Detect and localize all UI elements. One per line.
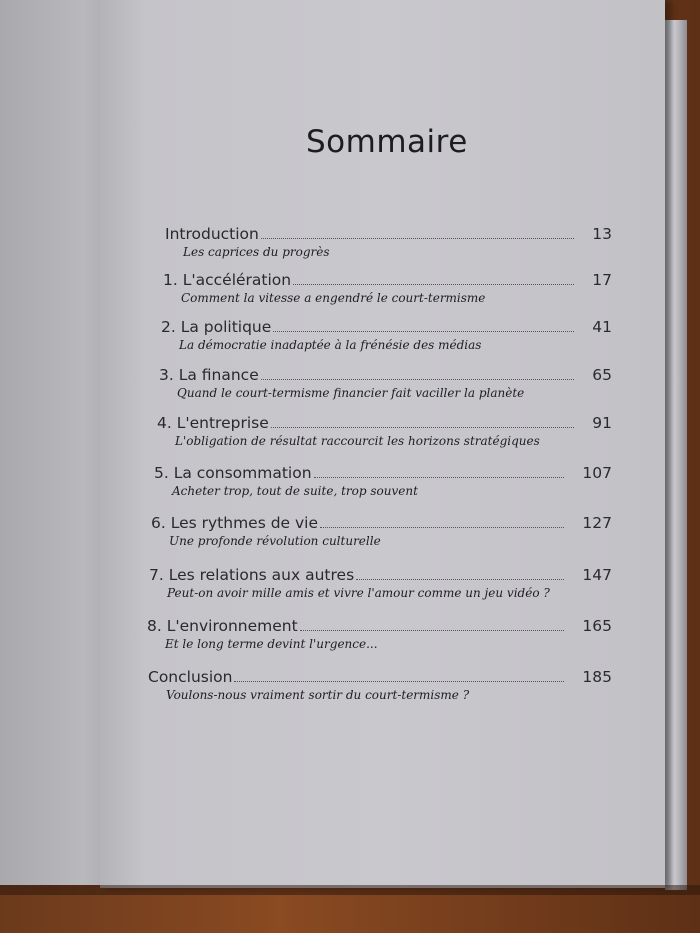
- toc-entry: [149, 566, 612, 600]
- chapter-subtitle: La démocratie inadaptée à la frénésie des médias: [179, 338, 482, 352]
- page-number: 41: [592, 318, 612, 336]
- chapter-subtitle: Comment la vitesse a engendré le court-termisme: [181, 291, 486, 305]
- page-number: 147: [582, 566, 612, 584]
- toc-entry-row: [148, 668, 612, 686]
- page-number: 17: [592, 271, 612, 289]
- page-number: 165: [582, 617, 612, 635]
- toc-entry: [157, 414, 612, 448]
- chapter-title: 7. Les relations aux autres: [149, 566, 355, 584]
- chapter-title: Conclusion: [148, 668, 233, 686]
- toc-entry-row: [149, 566, 612, 584]
- toc-entry: [161, 318, 612, 352]
- toc-entry-row: [154, 464, 612, 482]
- chapter-title: 3. La finance: [159, 366, 259, 384]
- toc-entry: [163, 271, 612, 305]
- toc-entry-row: [161, 318, 612, 336]
- chapter-subtitle: Une profonde révolution culturelle: [169, 534, 381, 548]
- toc-entry-row: [151, 514, 612, 532]
- toc-entry-row: [147, 617, 612, 635]
- page-number: 127: [582, 514, 612, 532]
- toc-entry: [165, 225, 612, 259]
- chapter-subtitle: L'obligation de résultat raccourcit les horizons stratégiques: [175, 434, 540, 448]
- page-number: 13: [592, 225, 612, 243]
- page-number: 185: [582, 668, 612, 686]
- chapter-subtitle: Voulons-nous vraiment sortir du court-termisme ?: [166, 688, 470, 702]
- dot-leader: [293, 283, 574, 285]
- dot-leader: [261, 378, 575, 380]
- toc-entry-row: [157, 414, 612, 432]
- toc-entry: [148, 668, 612, 702]
- toc-entry-row: [159, 366, 612, 384]
- page-title: Sommaire: [306, 124, 468, 160]
- chapter-subtitle: Peut-on avoir mille amis et vivre l'amour comme un jeu vidéo ?: [167, 586, 550, 600]
- chapter-title: 6. Les rythmes de vie: [151, 514, 319, 532]
- dot-leader: [271, 426, 575, 428]
- chapter-subtitle: Acheter trop, tout de suite, trop souvent: [172, 484, 418, 498]
- toc-entry: [151, 514, 612, 548]
- page-edge: [665, 20, 687, 890]
- chapter-subtitle: Et le long terme devint l'urgence...: [165, 637, 378, 651]
- chapter-subtitle: Quand le court-termisme financier fait vaciller la planète: [177, 386, 525, 400]
- dot-leader: [314, 476, 565, 478]
- page-number: 65: [592, 366, 612, 384]
- chapter-subtitle: Les caprices du progrès: [183, 245, 330, 259]
- chapter-title: 1. L'accélération: [163, 271, 292, 289]
- page-number: 91: [592, 414, 612, 432]
- chapter-title: Introduction: [165, 225, 259, 243]
- toc-entry: [159, 366, 612, 400]
- toc-entry-row: [165, 225, 612, 243]
- chapter-title: 2. La politique: [161, 318, 272, 336]
- toc-entry-row: [163, 271, 612, 289]
- chapter-title: 8. L'environnement: [147, 617, 298, 635]
- toc-entry: [147, 617, 612, 651]
- dot-leader: [300, 629, 565, 631]
- page-number: 107: [582, 464, 612, 482]
- shadow: [0, 885, 700, 895]
- chapter-title: 4. L'entreprise: [157, 414, 269, 432]
- dot-leader: [273, 330, 574, 332]
- dot-leader: [234, 680, 564, 682]
- dot-leader: [261, 237, 574, 239]
- toc-entry: [154, 464, 612, 498]
- chapter-title: 5. La consommation: [154, 464, 312, 482]
- dot-leader: [320, 526, 564, 528]
- dot-leader: [356, 578, 564, 580]
